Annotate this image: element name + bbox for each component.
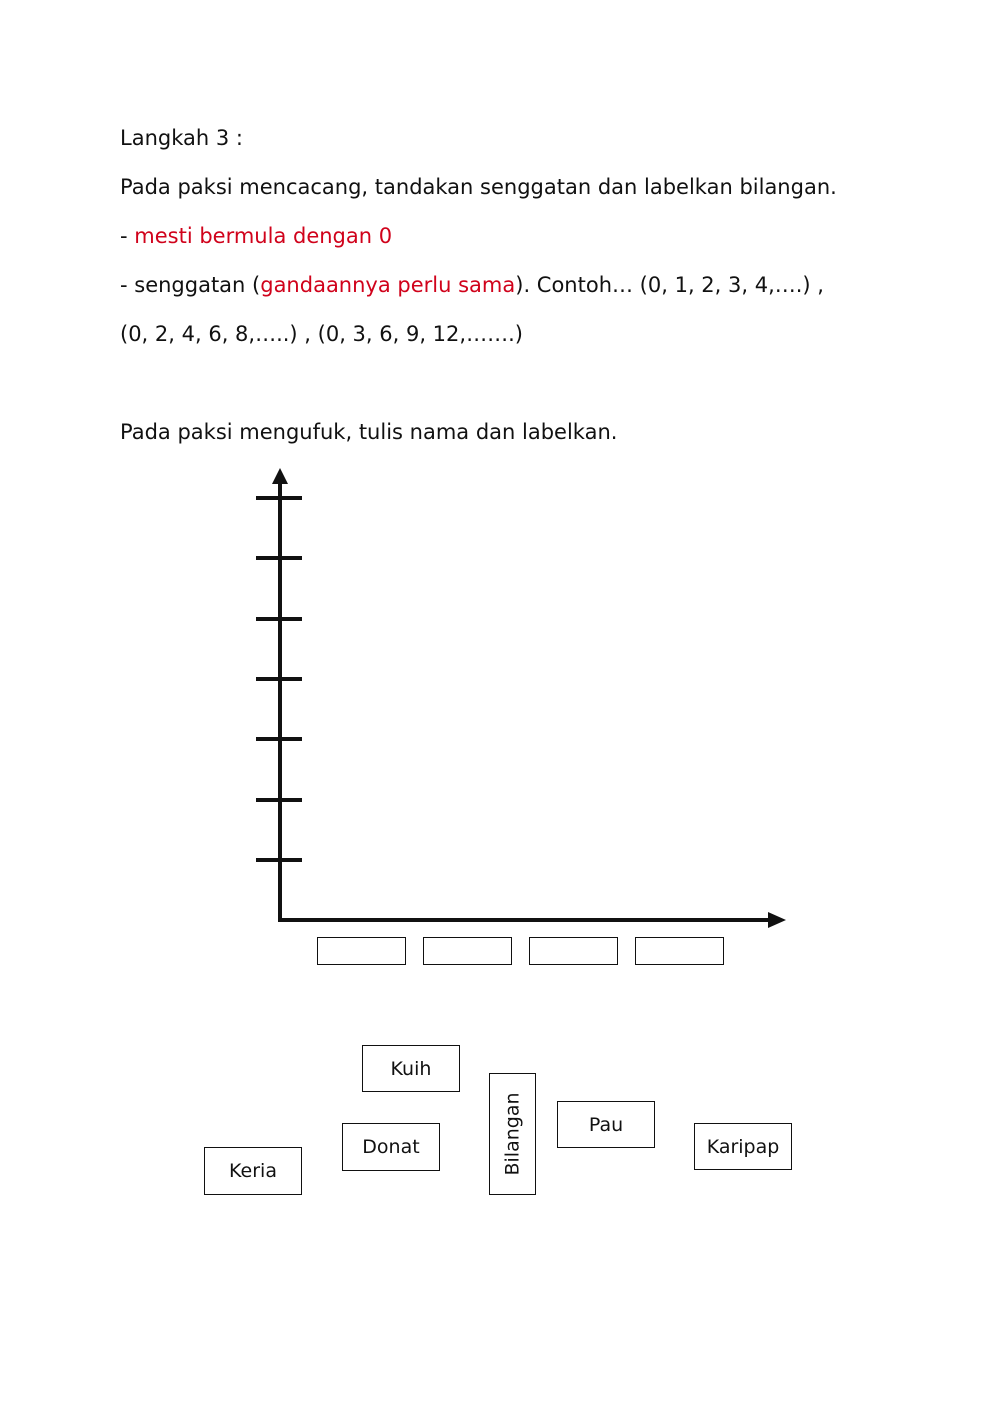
tile-pau-label: Pau (588, 1113, 624, 1136)
horizontal-axis-instruction: Pada paksi mengufuk, tulis nama dan labelkan. (120, 420, 618, 444)
tile-kuih[interactable] (362, 1045, 460, 1092)
rule-equal-intervals-suffix: ). Contoh… (0, 1, 2, 3, 4,….) , (515, 273, 824, 297)
tile-pau[interactable] (557, 1101, 655, 1148)
answer-drop-box[interactable] (317, 937, 406, 965)
tile-karipap[interactable] (694, 1123, 792, 1170)
tile-bilangan[interactable] (489, 1073, 536, 1195)
vertical-axis-instruction: Pada paksi mencacang, tandakan senggatan dan labelkan bilangan. (120, 175, 837, 199)
tile-keria-label: Keria (229, 1160, 277, 1182)
tile-donat-label: Donat (362, 1136, 420, 1158)
tile-donat[interactable] (342, 1123, 440, 1171)
rule-start-zero-highlight: mesti bermula dengan 0 (134, 224, 393, 248)
step-title: Langkah 3 : (120, 126, 243, 150)
x-axis-arrow-icon (768, 912, 786, 928)
answer-drop-box[interactable] (635, 937, 724, 965)
rule-start-zero-prefix: - (120, 224, 135, 248)
answer-drop-box[interactable] (529, 937, 618, 965)
rule-equal-intervals-prefix: - senggatan ( (120, 273, 261, 297)
tile-keria[interactable] (204, 1147, 302, 1195)
tile-bilangan-label: Bilangan (501, 1092, 524, 1176)
rule-examples-continuation: (0, 2, 4, 6, 8,…..) , (0, 3, 6, 9, 12,…….) (120, 322, 523, 346)
rule-equal-intervals-highlight: gandaannya perlu sama (260, 273, 516, 297)
answer-drop-box[interactable] (423, 937, 512, 965)
tile-karipap-label: Karipap (706, 1135, 780, 1158)
y-axis-arrow-icon (272, 468, 288, 484)
tile-kuih-label: Kuih (390, 1057, 432, 1080)
